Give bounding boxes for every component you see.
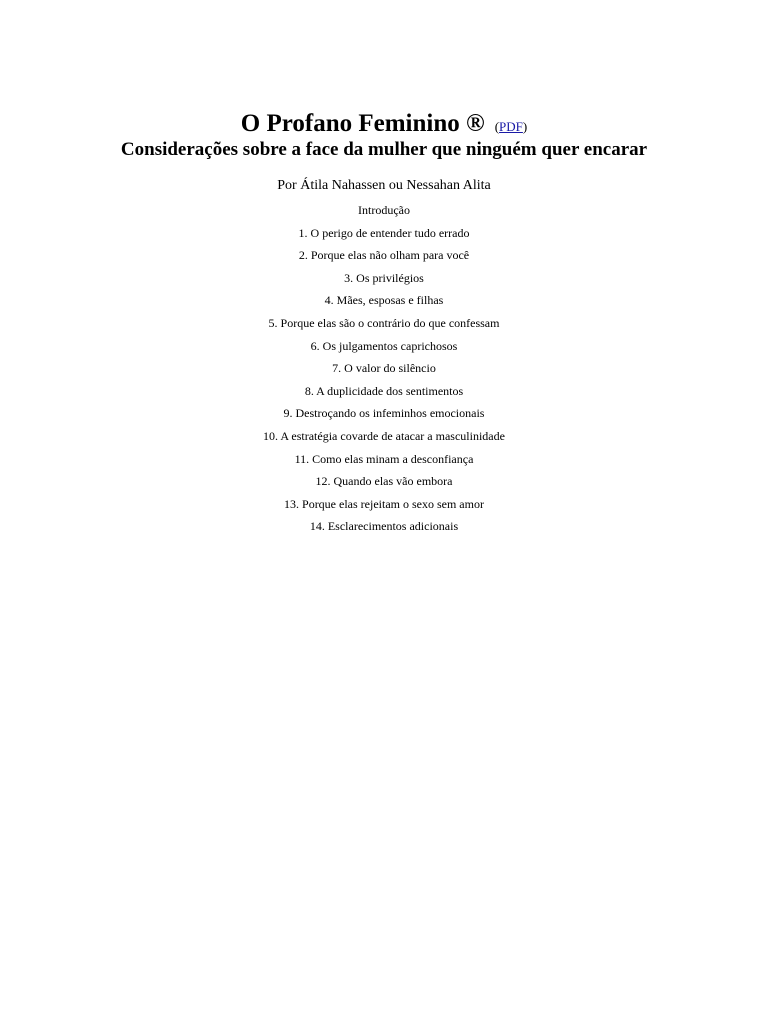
toc-item [0,267,768,290]
pdf-link[interactable]: PDF [499,119,523,134]
toc-link-13[interactable]: 13. Porque elas rejeitam o sexo sem amor [284,496,484,511]
toc-item [0,380,768,403]
toc-link-4[interactable]: 4. Mães, esposas e filhas [324,293,444,308]
toc-link-introducao[interactable]: Introdução [358,203,410,217]
toc-link-3[interactable]: 3. Os privilégios [344,270,424,285]
toc-link-9[interactable]: 9. Destroçando os infeminhos emocionais [283,406,485,421]
toc-item [0,425,768,448]
toc-link-5[interactable]: 5. Porque elas são o contrário do que confessam [268,315,500,330]
toc-item [0,222,768,245]
toc-item [0,199,768,222]
toc-link-11[interactable]: 11. Como elas minam a desconfiança [294,451,474,466]
toc-item [0,448,768,471]
toc-link-6[interactable]: 6. Os julgamentos caprichosos [310,338,458,353]
toc-item [0,493,768,516]
toc-item [0,244,768,267]
toc-link-10[interactable]: 10. A estratégia covarde de atacar a masculinidade [263,428,505,443]
pdf-close-paren: ) [522,119,528,134]
author-line: Por Átila Nahassen ou Nessahan Alita [277,178,491,193]
table-of-contents [0,199,768,538]
pdf-link-wrapper [495,119,528,134]
pdf-open-paren: ( [494,119,500,134]
toc-link-12[interactable]: 12. Quando elas vão embora [315,474,453,489]
toc-item [0,515,768,538]
toc-item [0,470,768,493]
toc-link-1[interactable]: 1. O perigo de entender tudo errado [298,225,470,240]
toc-link-7[interactable]: 7. O valor do silêncio [332,361,436,376]
page-subtitle: Considerações sobre a face da mulher que ninguém quer encarar [120,139,648,160]
toc-link-2[interactable]: 2. Porque elas não olham para você [298,248,470,263]
page-title: O Profano Feminino ® [240,110,485,137]
toc-item [0,289,768,312]
toc-item [0,402,768,425]
toc-item [0,335,768,358]
toc-link-14[interactable]: 14. Esclarecimentos adicionais [309,519,459,534]
toc-item [0,357,768,380]
toc-item [0,312,768,335]
toc-link-8[interactable]: 8. A duplicidade dos sentimentos [304,383,464,398]
